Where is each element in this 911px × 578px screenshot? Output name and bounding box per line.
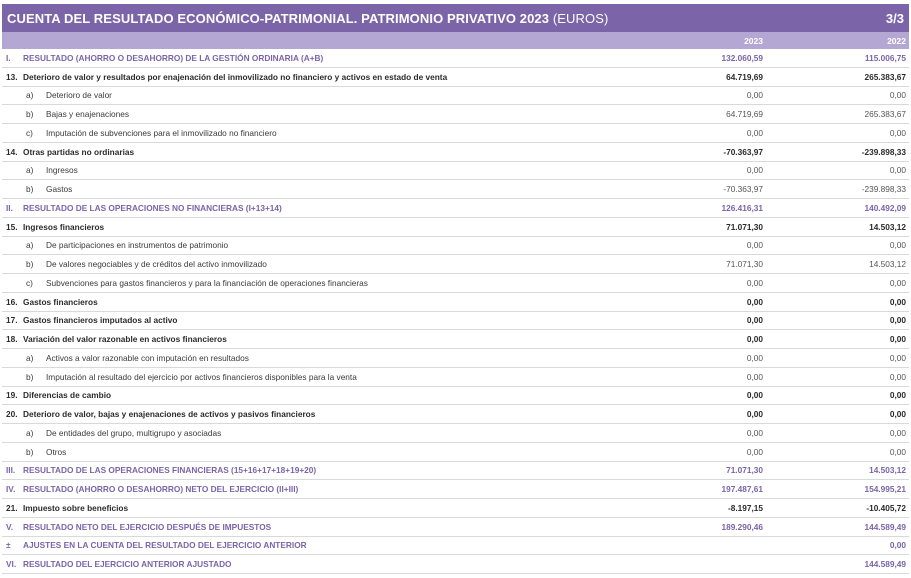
row-letter: b) xyxy=(26,259,34,270)
row-label: Activos a valor razonable con imputación en resultados xyxy=(46,352,249,363)
value-2022: 0,00 xyxy=(889,315,906,326)
value-2023: -70.363,97 xyxy=(723,184,763,195)
row-label: Otras partidas no ordinarias xyxy=(23,146,135,157)
table-row xyxy=(2,105,909,124)
row-label: Gastos financieros xyxy=(23,296,98,307)
row-label: De participaciones en instrumentos de patrimonio xyxy=(46,240,229,251)
value-2022: 0,00 xyxy=(889,277,906,288)
row-label: RESULTADO NETO DEL EJERCICIO DESPUÉS DE IMPUESTOS xyxy=(23,521,272,532)
title-bar xyxy=(2,4,909,32)
table-row xyxy=(2,274,909,293)
row-label: Bajas y enajenaciones xyxy=(46,109,130,120)
page-indicator: 3/3 xyxy=(885,10,904,26)
value-2023: 0,00 xyxy=(746,90,763,101)
row-letter: a) xyxy=(26,165,34,176)
value-2022: 0,00 xyxy=(889,352,906,363)
value-2022: 0,00 xyxy=(889,240,906,251)
value-2022: 0,00 xyxy=(889,90,906,101)
value-2023: 0,00 xyxy=(746,296,763,307)
value-2022: 0,00 xyxy=(889,334,906,345)
value-2022: 14.503,12 xyxy=(869,259,906,270)
value-2022: -10.405,72 xyxy=(866,502,906,513)
row-label: RESULTADO DE LAS OPERACIONES FINANCIERAS (15+16+17+18+19+20) xyxy=(23,465,317,476)
value-2023: -70.363,97 xyxy=(723,146,763,157)
row-number: 16. xyxy=(6,296,18,307)
value-2023: 189.290,46 xyxy=(721,521,763,532)
row-letter: c) xyxy=(26,277,33,288)
row-number: 14. xyxy=(6,146,18,157)
table-row xyxy=(2,443,909,462)
row-number: II. xyxy=(6,202,13,213)
value-2023: 126.416,31 xyxy=(721,202,763,213)
row-label: RESULTADO DE LAS OPERACIONES NO FINANCIERAS (I+13+14) xyxy=(23,202,282,213)
value-2023: 0,00 xyxy=(746,371,763,382)
row-number: 15. xyxy=(6,221,18,232)
row-letter: a) xyxy=(26,240,34,251)
row-letter: a) xyxy=(26,90,34,101)
table-row xyxy=(2,237,909,256)
value-2022: 265.383,67 xyxy=(864,71,906,82)
value-2022: 144.589,49 xyxy=(864,521,906,532)
table-row xyxy=(2,68,909,87)
value-2022: 0,00 xyxy=(889,371,906,382)
page-title xyxy=(7,11,608,26)
value-2023: 0,00 xyxy=(746,409,763,420)
value-2022: 0,00 xyxy=(889,390,906,401)
row-number: VI. xyxy=(6,559,17,570)
table-row xyxy=(2,518,909,537)
table-row xyxy=(2,555,909,574)
row-letter: b) xyxy=(26,109,34,120)
row-label: Otros xyxy=(46,446,67,457)
title-text: CUENTA DEL RESULTADO ECONÓMICO-PATRIMONIAL. PATRIMONIO PRIVATIVO 2023 xyxy=(7,10,550,26)
value-2022: 14.503,12 xyxy=(869,465,906,476)
value-2022: 265.383,67 xyxy=(864,109,906,120)
row-letter: b) xyxy=(26,371,34,382)
table-row xyxy=(2,349,909,368)
row-label: Imputación de subvenciones para el inmovilizado no financiero xyxy=(46,127,277,138)
table-row xyxy=(2,499,909,518)
year-header xyxy=(2,32,909,49)
year-2023-header: 2023 xyxy=(744,35,763,46)
value-2023: 0,00 xyxy=(746,315,763,326)
value-2022: 115.006,75 xyxy=(864,52,906,63)
row-number: III. xyxy=(6,465,16,476)
value-2022: 14.503,12 xyxy=(869,221,906,232)
value-2022: 0,00 xyxy=(889,446,906,457)
value-2023: 0,00 xyxy=(746,334,763,345)
value-2022: 0,00 xyxy=(889,296,906,307)
row-label: Gastos financieros imputados al activo xyxy=(23,315,178,326)
table-row xyxy=(2,162,909,181)
value-2023: 71.071,30 xyxy=(726,465,763,476)
row-label: RESULTADO (AHORRO O DESAHORRO) NETO DEL EJERCICIO (II+III) xyxy=(23,484,299,495)
row-label: Deterioro de valor y resultados por enajenación del inmovilizado no financiero y activos en estado de venta xyxy=(23,71,448,82)
title-unit: (EUROS) xyxy=(552,10,609,26)
row-label: Ingresos financieros xyxy=(23,221,105,232)
value-2022: 154.995,21 xyxy=(864,484,906,495)
row-number: I. xyxy=(6,52,11,63)
value-2022: -239.898,33 xyxy=(861,184,906,195)
table-body xyxy=(2,49,909,574)
table-row xyxy=(2,424,909,443)
row-number: 13. xyxy=(6,71,18,82)
value-2023: 71.071,30 xyxy=(726,221,763,232)
row-label: De valores negociables y de créditos del activo inmovilizado xyxy=(46,259,267,270)
row-label: Variación del valor razonable en activos financieros xyxy=(23,334,227,345)
table-row xyxy=(2,218,909,237)
row-label: RESULTADO DEL EJERCICIO ANTERIOR AJUSTADO xyxy=(23,559,232,570)
year-2022-header: 2022 xyxy=(887,35,906,46)
row-label: Diferencias de cambio xyxy=(23,390,112,401)
statement-table xyxy=(2,4,909,574)
value-2023: 0,00 xyxy=(746,240,763,251)
value-2023: 0,00 xyxy=(746,127,763,138)
row-letter: b) xyxy=(26,184,34,195)
value-2022: 0,00 xyxy=(889,427,906,438)
row-number: 17. xyxy=(6,315,18,326)
value-2022: 140.492,09 xyxy=(864,202,906,213)
value-2023: 197.487,61 xyxy=(721,484,763,495)
table-row xyxy=(2,330,909,349)
row-letter: b) xyxy=(26,446,34,457)
row-letter: c) xyxy=(26,127,33,138)
row-label: Impuesto sobre beneficios xyxy=(23,502,129,513)
row-label: Deterioro de valor, bajas y enajenaciones de activos y pasivos financieros xyxy=(23,409,316,420)
row-letter: a) xyxy=(26,352,34,363)
row-label: Deterioro de valor xyxy=(46,90,112,101)
value-2023: 132.060,59 xyxy=(721,52,763,63)
row-label: Gastos xyxy=(46,184,73,195)
value-2022: 0,00 xyxy=(889,165,906,176)
value-2023: 64.719,69 xyxy=(726,71,763,82)
table-row xyxy=(2,199,909,218)
row-label: RESULTADO (AHORRO O DESAHORRO) DE LA GESTIÓN ORDINARIA (A+B) xyxy=(23,52,324,63)
table-row xyxy=(2,537,909,556)
value-2023: 64.719,69 xyxy=(726,109,763,120)
row-label: De entidades del grupo, multigrupo y asociadas xyxy=(46,427,222,438)
table-row xyxy=(2,87,909,106)
value-2023: 0,00 xyxy=(746,352,763,363)
row-number: 20. xyxy=(6,409,18,420)
value-2022: 0,00 xyxy=(889,127,906,138)
value-2023: 0,00 xyxy=(746,165,763,176)
value-2022: -239.898,33 xyxy=(861,146,906,157)
table-row xyxy=(2,480,909,499)
row-label: AJUSTES EN LA CUENTA DEL RESULTADO DEL EJERCICIO ANTERIOR xyxy=(23,540,307,551)
row-number: 21. xyxy=(6,502,18,513)
value-2023: 0,00 xyxy=(746,277,763,288)
row-number: 18. xyxy=(6,334,18,345)
table-row xyxy=(2,293,909,312)
value-2023: 71.071,30 xyxy=(726,259,763,270)
row-letter: a) xyxy=(26,427,34,438)
row-number: IV. xyxy=(6,484,16,495)
value-2023: -8.197,15 xyxy=(727,502,763,513)
value-2022: 0,00 xyxy=(889,540,906,551)
row-label: Ingresos xyxy=(46,165,78,176)
table-row xyxy=(2,387,909,406)
value-2023: 0,00 xyxy=(746,446,763,457)
value-2022: 0,00 xyxy=(889,409,906,420)
table-row xyxy=(2,143,909,162)
table-row xyxy=(2,405,909,424)
value-2023: 0,00 xyxy=(746,390,763,401)
table-row xyxy=(2,180,909,199)
row-label: Imputación al resultado del ejercicio por activos financieros disponibles para la venta xyxy=(46,371,357,382)
row-number: V. xyxy=(6,521,14,532)
row-number: 19. xyxy=(6,390,18,401)
table-row xyxy=(2,462,909,481)
value-2022: 144.589,49 xyxy=(864,559,906,570)
value-2023: 0,00 xyxy=(746,427,763,438)
table-row xyxy=(2,368,909,387)
table-row xyxy=(2,49,909,68)
row-number: ± xyxy=(6,540,11,551)
row-label: Subvenciones para gastos financieros y para la financiación de operaciones financieras xyxy=(46,277,368,288)
table-row xyxy=(2,124,909,143)
table-row xyxy=(2,312,909,331)
table-row xyxy=(2,255,909,274)
